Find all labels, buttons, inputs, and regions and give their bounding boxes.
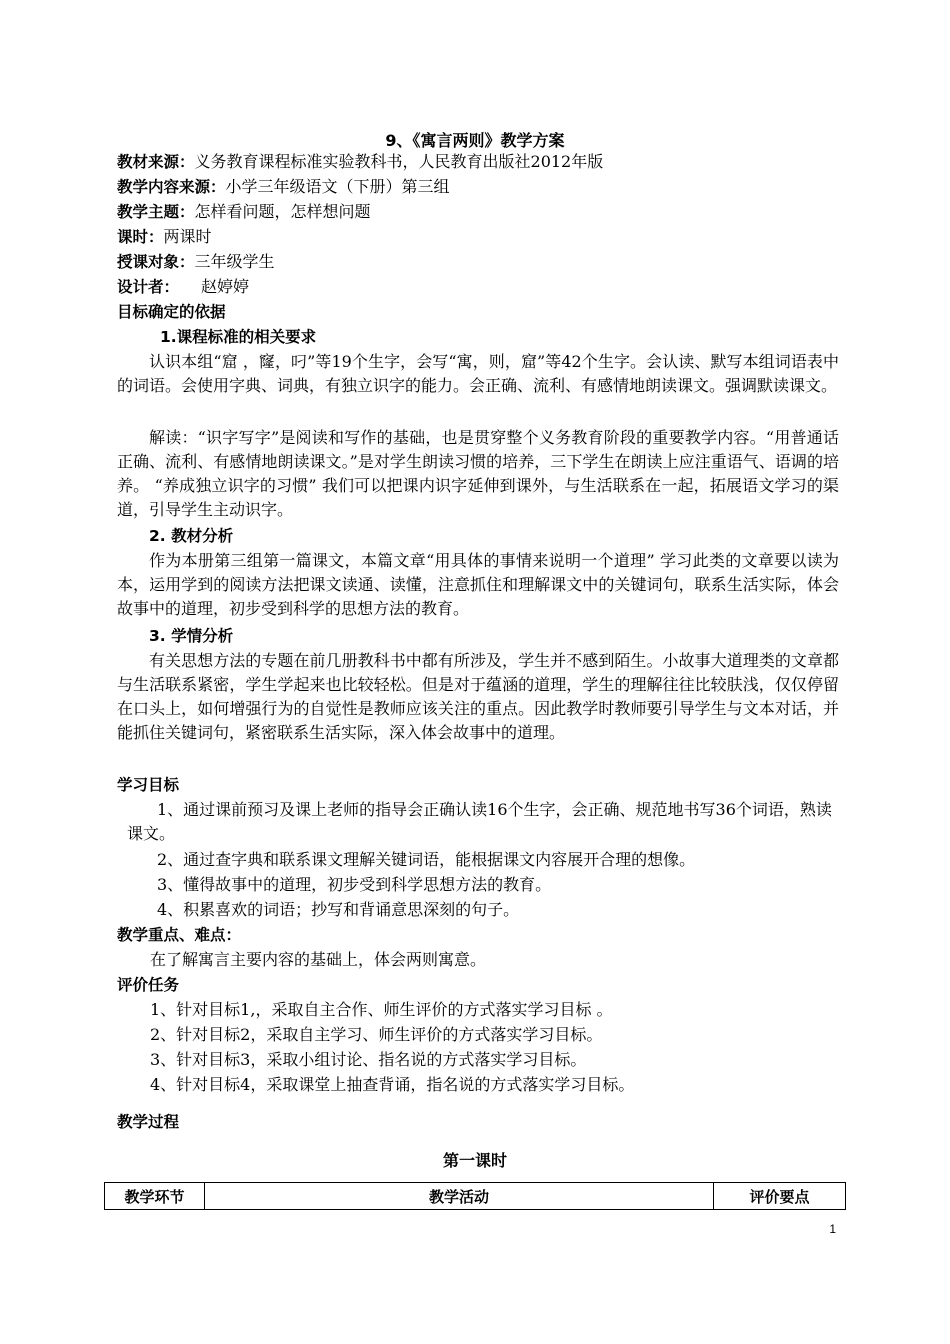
meta-label: 教学内容来源：: [117, 178, 226, 196]
eval-item: 4、针对目标4，采取课堂上抽查背诵，指名说的方式落实学习目标。: [150, 1075, 635, 1094]
section-key-heading: 教学重点、难点：: [117, 926, 242, 944]
meta-audience: [117, 250, 275, 274]
meta-value: 两课时: [163, 227, 212, 246]
subsection-heading: 1.课程标准的相关要求: [160, 328, 317, 346]
goal-item: 2、通过查字典和联系课文理解关键词语，能根据课文内容展开合理的想像。: [157, 850, 696, 869]
paragraph: 解读：“识字写字”是阅读和写作的基础，也是贯穿整个义务教育阶段的重要教学内容。“用普通话正确、流利、有感情地朗读课文。”是对学生朗读习惯的培养，三下学生在朗读上应注重语气、语调的培养。 “养成独立识字的习惯” 我们可以把课内识字延伸到课外，与生活联系在一起，拓展语文学习的渠道，引导学生主动识字。: [117, 428, 839, 519]
meta-source: [117, 150, 603, 174]
table-header-cell: 评价要点: [749, 1187, 810, 1206]
paragraph: 作为本册第三组第一篇课文，本篇文章“用具体的事情来说明一个道理” 学习此类的文章要以读为本，运用学到的阅读方法把课文读通、读懂，注意抓住和理解课文中的关键词句，联系生活实际，体会故事中的道理，初步受到科学的思想方法的教育。: [117, 551, 839, 618]
page-number: 1: [829, 1222, 836, 1236]
section-goals-heading: 学习目标: [117, 776, 180, 794]
section-basis-heading: 目标确定的依据: [117, 303, 226, 321]
doc-title: 9、《寓言两则》教学方案: [385, 131, 565, 150]
meta-value: 赵婷婷: [201, 277, 250, 296]
lesson-table-header: [104, 1182, 846, 1210]
table-header-cell: 教学环节: [105, 1183, 205, 1209]
meta-label: 教学主题：: [117, 203, 195, 221]
goal-item: 4、积累喜欢的词语；抄写和背诵意思深刻的句子。: [157, 900, 520, 919]
goal-item: 1、通过课前预习及课上老师的指导会正确认读16个生字，会正确、规范地书写36个词语，熟读课文。: [127, 800, 832, 843]
key-text: 在了解寓言主要内容的基础上，体会两则寓意。: [150, 950, 487, 969]
meta-value: 怎样看问题，怎样想问题: [194, 202, 371, 221]
meta-label: 教材来源：: [117, 153, 195, 171]
paragraph: 有关思想方法的专题在前几册教科书中都有所涉及，学生并不感到陌生。小故事大道理类的文章都与生活联系紧密，学生学起来也比较轻松。但是对于蕴涵的道理，学生的理解往往比较肤浅，仅仅停留在口头上，如何增强行为的自觉性是教师应该关注的重点。因此教学时教师要引导学生与文本对话，并能抓住关键词句，紧密联系生活实际，深入体会故事中的道理。: [117, 651, 839, 742]
meta-label: 课时：: [117, 228, 164, 246]
meta-designer: [117, 275, 249, 299]
goal-item: 3、懂得故事中的道理，初步受到科学思想方法的教育。: [157, 875, 552, 894]
meta-value: 义务教育课程标准实验教科书，人民教育出版社2012年版: [194, 152, 604, 171]
meta-value: 三年级学生: [194, 252, 275, 271]
subsection-heading: 3. 学情分析: [149, 627, 234, 645]
eval-item: 3、针对目标3，采取小组讨论、指名说的方式落实学习目标。: [150, 1050, 587, 1069]
eval-item: 1、针对目标1,，采取自主合作、师生评价的方式落实学习目标 。: [150, 1000, 613, 1019]
subsection-heading: 2. 教材分析: [149, 527, 234, 545]
table-header-cell: 教学活动: [205, 1183, 714, 1209]
meta-hours: [117, 225, 212, 249]
meta-label: 授课对象：: [117, 253, 195, 271]
paragraph: 认识本组“窟 ，窿，叼”等19个生字，会写“寓，则，窟”等42个生字。会认读、默写本组词语表中的词语。会使用字典、词典，有独立识字的能力。会正确、流利、有感情地朗读课文。强调默读课文。: [117, 352, 839, 395]
lesson-title: 第一课时: [442, 1151, 507, 1170]
eval-item: 2、针对目标2，采取自主学习、师生评价的方式落实学习目标。: [150, 1025, 603, 1044]
meta-value: 小学三年级语文（下册）第三组: [225, 177, 450, 196]
meta-theme: [117, 200, 371, 224]
meta-label: 设计者：: [117, 278, 180, 296]
section-eval-heading: 评价任务: [117, 976, 180, 994]
section-process-heading: 教学过程: [117, 1113, 180, 1131]
meta-content: [117, 175, 450, 199]
